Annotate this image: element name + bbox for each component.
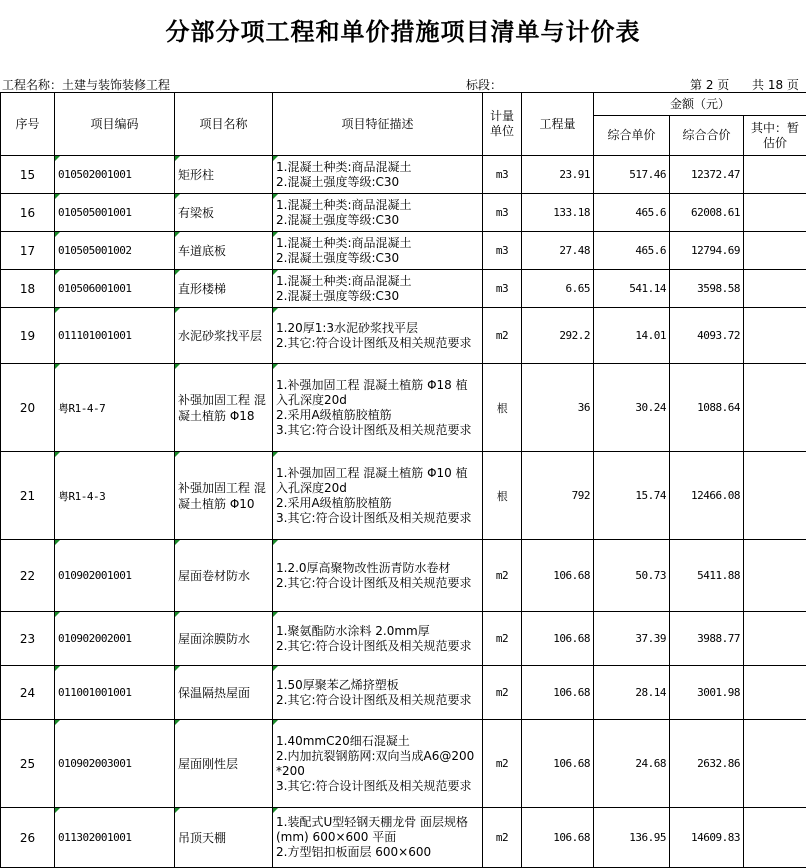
cell-total: 5411.88: [670, 540, 744, 612]
desc-line: 2.混凝土强度等级:C30: [276, 289, 479, 304]
cell-unit-price: 28.14: [594, 666, 670, 720]
cell-qty: 27.48: [522, 232, 594, 270]
cell-name: 补强加固工程 混凝土植筋 Φ18: [175, 364, 273, 452]
cell-seq: 19: [1, 308, 55, 364]
cell-seq: 24: [1, 666, 55, 720]
desc-line: 1.混凝土种类:商品混凝土: [276, 236, 479, 251]
header-desc: 项目特征描述: [273, 93, 483, 156]
desc-line: 2.其它:符合设计图纸及相关规范要求: [276, 576, 479, 591]
cell-unit: m3: [483, 232, 522, 270]
cell-seq: 17: [1, 232, 55, 270]
desc-line: 2.其它:符合设计图纸及相关规范要求: [276, 336, 479, 351]
header-total: 综合合价: [670, 116, 744, 156]
cell-desc: [273, 666, 483, 720]
desc-line: 2.采用A级植筋胶植筋: [276, 408, 479, 423]
desc-line: 2.混凝土强度等级:C30: [276, 251, 479, 266]
cell-unit: 根: [483, 364, 522, 452]
table-row: [1, 364, 806, 452]
cell-code: 010506001001: [55, 270, 175, 308]
cell-name: 吊顶天棚: [175, 808, 273, 868]
header-seq: 序号: [1, 93, 55, 156]
desc-line: 1.装配式U型轻钢天棚龙骨 面层规格(mm) 600×600 平面: [276, 815, 479, 845]
cell-provisional: [744, 194, 806, 232]
cell-unit-price: 465.6: [594, 232, 670, 270]
section-label: 标段：: [466, 76, 502, 93]
header-unit-price: 综合单价: [594, 116, 670, 156]
desc-line: 1.混凝土种类:商品混凝土: [276, 198, 479, 213]
cell-provisional: [744, 720, 806, 808]
cell-name: 补强加固工程 混凝土植筋 Φ10: [175, 452, 273, 540]
cell-unit-price: 14.01: [594, 308, 670, 364]
header-amount: 金额（元）: [594, 93, 806, 116]
cell-code: 010902002001: [55, 612, 175, 666]
cell-desc: [273, 232, 483, 270]
cell-total: 62008.61: [670, 194, 744, 232]
cell-desc: [273, 156, 483, 194]
header-qty: 工程量: [522, 93, 594, 156]
cell-provisional: [744, 308, 806, 364]
cell-total: 12794.69: [670, 232, 744, 270]
table-row: [1, 156, 806, 194]
cell-qty: 292.2: [522, 308, 594, 364]
cell-code: 011101001001: [55, 308, 175, 364]
cell-code: 010505001001: [55, 194, 175, 232]
cell-total: 4093.72: [670, 308, 744, 364]
cell-seq: 22: [1, 540, 55, 612]
desc-line: 1.补强加固工程 混凝土植筋 Φ10 植入孔深度20d: [276, 466, 479, 496]
cell-total: 3988.77: [670, 612, 744, 666]
header-code: 项目编码: [55, 93, 175, 156]
cell-unit-price: 541.14: [594, 270, 670, 308]
cell-qty: 133.18: [522, 194, 594, 232]
table-row: [1, 540, 806, 612]
header-unit: 计量单位: [483, 93, 522, 156]
table-row: [1, 612, 806, 666]
cell-provisional: [744, 612, 806, 666]
cell-qty: 36: [522, 364, 594, 452]
cell-desc: [273, 720, 483, 808]
desc-line: 1.2.0厚高聚物改性沥青防水卷材: [276, 561, 479, 576]
cell-total: 2632.86: [670, 720, 744, 808]
cell-qty: 106.68: [522, 540, 594, 612]
cell-code: 粤R1-4-3: [55, 452, 175, 540]
cell-unit: 根: [483, 452, 522, 540]
cell-seq: 25: [1, 720, 55, 808]
cell-qty: 106.68: [522, 666, 594, 720]
desc-line: 1.50厚聚苯乙烯挤塑板: [276, 678, 479, 693]
cell-qty: 23.91: [522, 156, 594, 194]
cell-code: 011302001001: [55, 808, 175, 868]
cell-unit: m3: [483, 156, 522, 194]
table-row: [1, 666, 806, 720]
desc-line: 1.40mmC20细石混凝土: [276, 734, 479, 749]
cell-code: 010902003001: [55, 720, 175, 808]
table-row: [1, 270, 806, 308]
cell-desc: [273, 308, 483, 364]
header-name: 项目名称: [175, 93, 273, 156]
cell-unit-price: 30.24: [594, 364, 670, 452]
desc-line: 1.补强加固工程 混凝土植筋 Φ18 植入孔深度20d: [276, 378, 479, 408]
cell-desc: [273, 540, 483, 612]
cell-code: 010502001001: [55, 156, 175, 194]
cell-qty: 106.68: [522, 720, 594, 808]
cell-unit-price: 37.39: [594, 612, 670, 666]
cell-code: 粤R1-4-7: [55, 364, 175, 452]
cell-seq: 20: [1, 364, 55, 452]
cell-desc: [273, 612, 483, 666]
table-row: [1, 194, 806, 232]
page-title: 分部分项工程和单价措施项目清单与计价表: [0, 12, 806, 47]
cell-unit-price: 465.6: [594, 194, 670, 232]
cell-total: 3001.98: [670, 666, 744, 720]
cell-seq: 26: [1, 808, 55, 868]
cell-code: 010902001001: [55, 540, 175, 612]
cell-desc: [273, 808, 483, 868]
cell-code: 010505001002: [55, 232, 175, 270]
desc-line: 2.混凝土强度等级:C30: [276, 175, 479, 190]
cell-unit: m2: [483, 808, 522, 868]
cell-provisional: [744, 270, 806, 308]
desc-line: 2.混凝土强度等级:C30: [276, 213, 479, 228]
cell-total: 3598.58: [670, 270, 744, 308]
cell-name: 屋面刚性层: [175, 720, 273, 808]
cell-name: 车道底板: [175, 232, 273, 270]
desc-line: 2.内加抗裂钢筋网:双向当成A6@200*200: [276, 749, 479, 779]
cell-unit-price: 136.95: [594, 808, 670, 868]
table-row: [1, 720, 806, 808]
cell-name: 保温隔热屋面: [175, 666, 273, 720]
desc-line: 1.聚氨酯防水涂料 2.0mm厚: [276, 624, 479, 639]
cell-name: 矩形柱: [175, 156, 273, 194]
desc-line: 2.其它:符合设计图纸及相关规范要求: [276, 639, 479, 654]
cell-total: 12466.08: [670, 452, 744, 540]
cell-name: 屋面卷材防水: [175, 540, 273, 612]
desc-line: 2.方型铝扣板面层 600×600: [276, 845, 479, 860]
cell-provisional: [744, 540, 806, 612]
cell-desc: [273, 364, 483, 452]
desc-line: 1.混凝土种类:商品混凝土: [276, 274, 479, 289]
desc-line: 2.其它:符合设计图纸及相关规范要求: [276, 693, 479, 708]
desc-line: 3.其它:符合设计图纸及相关规范要求: [276, 511, 479, 526]
desc-line: 3.其它:符合设计图纸及相关规范要求: [276, 779, 479, 794]
cell-name: 直形楼梯: [175, 270, 273, 308]
cell-unit: m3: [483, 270, 522, 308]
table-row: [1, 232, 806, 270]
desc-line: 1.混凝土种类:商品混凝土: [276, 160, 479, 175]
cell-code: 011001001001: [55, 666, 175, 720]
cell-qty: 106.68: [522, 612, 594, 666]
desc-line: 2.采用A级植筋胶植筋: [276, 496, 479, 511]
page-current: 第 2 页: [690, 76, 729, 93]
cell-total: 1088.64: [670, 364, 744, 452]
project-name: 工程名称：土建与装饰装修工程: [2, 76, 170, 93]
cell-qty: 6.65: [522, 270, 594, 308]
cell-total: 12372.47: [670, 156, 744, 194]
cell-unit: m3: [483, 194, 522, 232]
cell-provisional: [744, 156, 806, 194]
cell-seq: 16: [1, 194, 55, 232]
cell-name: 屋面涂膜防水: [175, 612, 273, 666]
table-row: [1, 452, 806, 540]
header-provisional: 其中：暂估价: [744, 116, 806, 156]
cell-desc: [273, 270, 483, 308]
cell-desc: [273, 194, 483, 232]
cell-unit: m2: [483, 612, 522, 666]
cell-name: 有梁板: [175, 194, 273, 232]
cell-unit: m2: [483, 666, 522, 720]
cell-seq: 23: [1, 612, 55, 666]
cell-provisional: [744, 808, 806, 868]
cell-seq: 21: [1, 452, 55, 540]
cell-unit-price: 50.73: [594, 540, 670, 612]
cell-unit-price: 15.74: [594, 452, 670, 540]
table-row: [1, 308, 806, 364]
cell-qty: 792: [522, 452, 594, 540]
cell-provisional: [744, 232, 806, 270]
cell-desc: [273, 452, 483, 540]
cell-total: 14609.83: [670, 808, 744, 868]
cell-unit: m2: [483, 540, 522, 612]
table-row: [1, 808, 806, 868]
cell-seq: 15: [1, 156, 55, 194]
page-total: 共 18 页: [752, 76, 799, 93]
cell-seq: 18: [1, 270, 55, 308]
desc-line: 3.其它:符合设计图纸及相关规范要求: [276, 423, 479, 438]
cell-provisional: [744, 666, 806, 720]
desc-line: 1.20厚1:3水泥砂浆找平层: [276, 321, 479, 336]
cell-qty: 106.68: [522, 808, 594, 868]
pricing-table: [0, 92, 806, 868]
cell-unit: m2: [483, 720, 522, 808]
cell-unit-price: 517.46: [594, 156, 670, 194]
cell-provisional: [744, 364, 806, 452]
cell-unit: m2: [483, 308, 522, 364]
cell-unit-price: 24.68: [594, 720, 670, 808]
cell-name: 水泥砂浆找平层: [175, 308, 273, 364]
cell-provisional: [744, 452, 806, 540]
